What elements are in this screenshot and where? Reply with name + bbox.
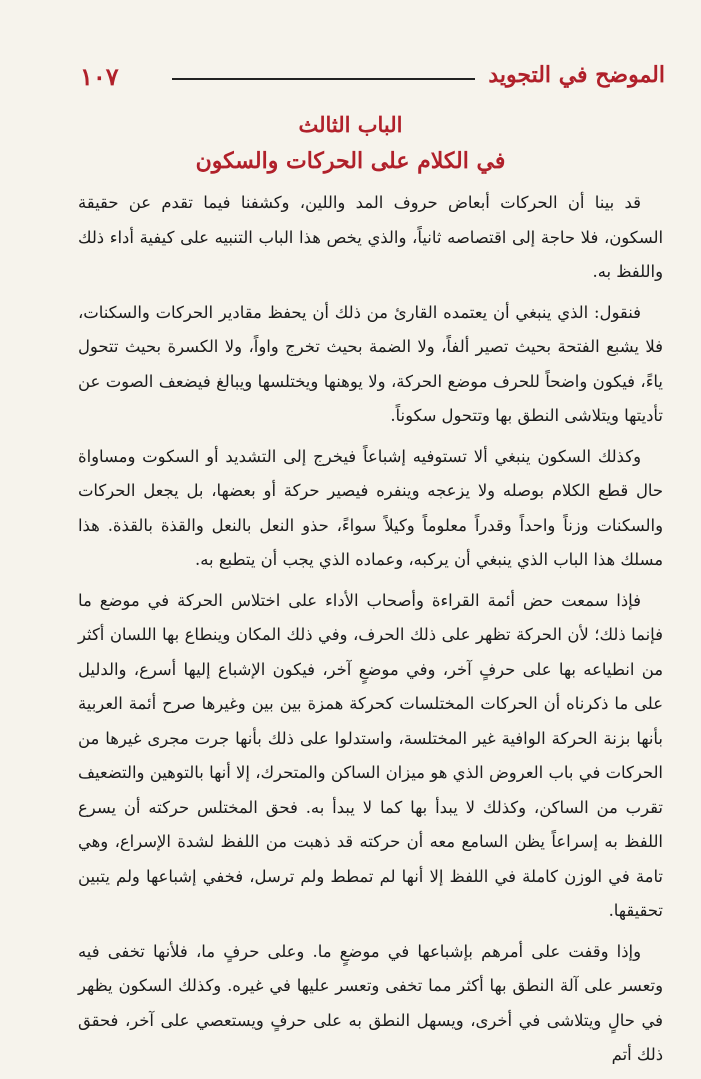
paragraph: فإذا سمعت حض أئمة القراءة وأصحاب الأداء على اختلاس الحركة في موضع ما فإنما ذلك؛ لأن الحركة تظهر على ذلك الحرف، وفي ذلك المكان وينطاع بها اللسان أكثر من انطياعه بها على حرفٍ آخر، وفي موضعٍ آخر، فيكون الإشباع إليها أسرع، والدليل على ما ذكرناه أن الحركات المختلسات كحركة همزة بين بين وغيرها صرح أئمة العربية بأنها بزنة الحركة الوافية غير المختلسة، واستدلوا على ذلك بأنها جرت مجرى غيرها من الحركات في باب العروض الذي هو ميزان الساكن والمتحرك، إلا أنها بالتوهين والتضعيف تقرب من الساكن، وكذلك لا يبدأ بها كما لا يبدأ به. فحق المختلس حركته أن يسرع اللفظ به إسراعاً يظن السامع معه أن حركته قد ذهبت من اللفظ لشدة الإسراع، وهي تامة في الوزن كاملة في اللفظ إلا أنها لم تمطط ولم ترسل، فخفي إشباعها ولم يتبين تحقيقها. [78, 590, 663, 920]
page-header [80, 62, 665, 96]
page-number: ١٠٧ [80, 62, 119, 91]
paragraph: قد بينا أن الحركات أبعاض حروف المد واللين، وكشفنا فيما تقدم عن حقيقة السكون، فلا حاجة إلى اقتصاصه ثانياً، والذي يخص هذا الباب التنبيه على كيفية أداء ذلك واللفظ به. [78, 193, 663, 281]
paragraph: وإذا وقفت على أمرهم بإشباعها في موضعٍ ما. وعلى حرفٍ ما، فلأنها تخفى فيه وتعسر على آلة النطق بها أكثر مما تخفى وتعسر عليها في غيره. وكذلك السكون يظهر في حالٍ ويتلاشى في أخرى، ويسهل النطق به على حرفٍ ويستعصي على آخر، فحقق ذلك أتم [78, 941, 663, 1064]
running-title: الموضح في التجويد [488, 62, 665, 88]
chapter-title: الباب الثالث [298, 112, 403, 137]
body-text [78, 186, 663, 1079]
header-rule [172, 78, 475, 80]
paragraph: فنقول: الذي ينبغي أن يعتمده القارئ من ذلك أن يحفظ مقادير الحركات والسكنات، فلا يشبع الفتحة بحيث تصير ألفاً، ولا الضمة بحيث تخرج واواً، ولا الكسرة بحيث تتحول ياءً، فيكون واضحاً للحرف موضع الحركة، ولا يوهنها ويختلسها ويبالغ فيضعف الصوت عن تأديتها ويتلاشى النطق بها وتتحول سكوناً. [78, 302, 663, 425]
paragraph: وكذلك السكون ينبغي ألا تستوفيه إشباعاً فيخرج إلى التشديد أو السكوت ومساواة حال قطع الكلام بوصله ولا يزعجه وينفره فيصير حركة أو بعضها، بل يجعل الحركات والسكنات وزناً واحداً وقدراً معلوماً وكيلاً سواءً، حذو النعل بالنعل والقذة بالقذة. هذا مسلك هذا الباب الذي ينبغي أن يركبه، وعماده الذي يجب أن يتطبع به. [78, 446, 663, 569]
chapter-subtitle: في الكلام على الحركات والسكون [195, 148, 506, 174]
